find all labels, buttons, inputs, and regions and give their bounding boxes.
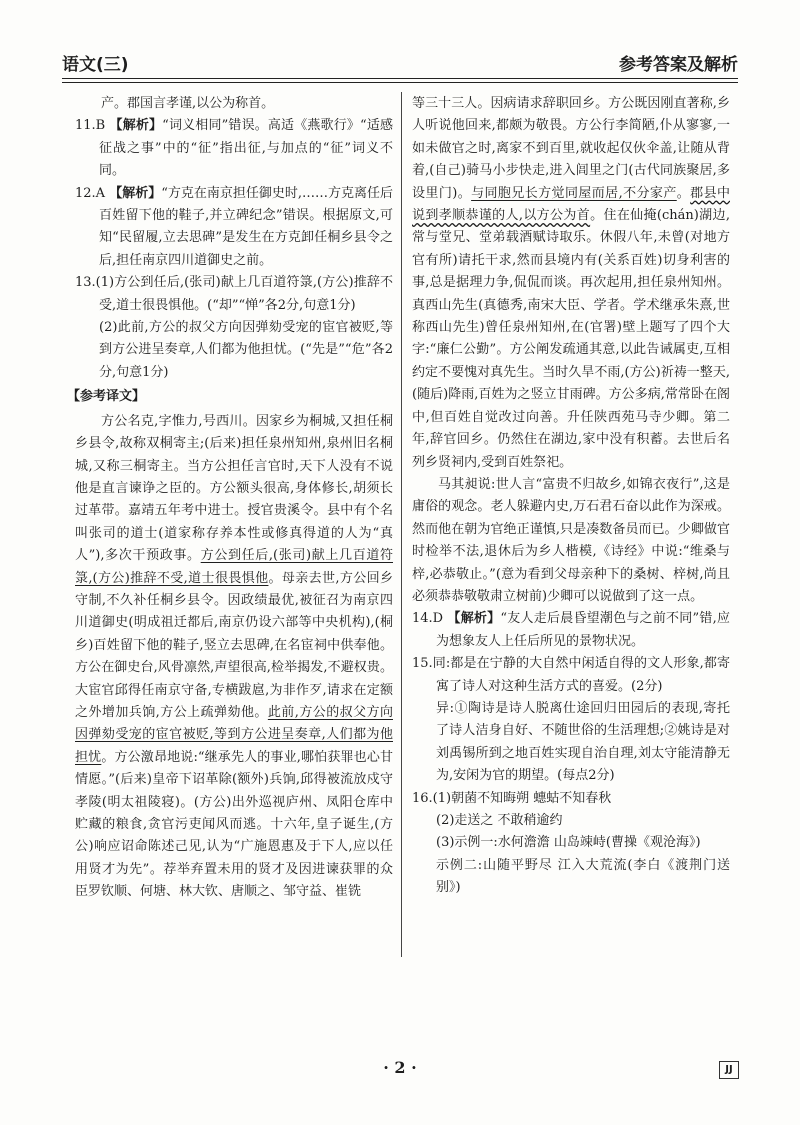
answer-15-same: 15.同:都是在宁静的大自然中闲适自得的文人形象,都寄寓了诗人对这种生活方式的喜爱。(2分) (412, 656, 730, 694)
translation-text: 。母亲去世,方公回乡守制,不久补任桐乡县令。因政绩最优,被征召为南京四川道御史(明成祖迁都后,南京仍设六部等中央机构),(桐乡)百姓留下他的鞋子,竖立去思碑,在名宦祠中供奉他。方公在御史台,风骨凛然,声望很高,检举揭发,不避权贵。大宦官邱得任南京守备,专横跋扈,为非作歹,请求在定额之外增加兵饷,方公上疏弹劾他。 (75, 570, 393, 720)
answer-14 (412, 608, 730, 653)
right-column (412, 93, 730, 900)
analysis-tag: 【解析】 (109, 118, 163, 134)
answer-text: “友人走后晨昏望潮色与之前不同”错,应为想象友人上任后所见的景物状况。 (436, 611, 730, 649)
corner-mark: JJ (719, 1061, 739, 1079)
answer-11 (75, 115, 393, 182)
underlined-sentence-2: 此前,方公的叔父方向因弹劾受宠的宦官被贬,等到方公进呈奏章,人们都为他担忧 (75, 704, 393, 765)
translation-paragraph (75, 411, 393, 904)
answer-16-part1: 16.(1)朝菌不知晦朔 蟪蛄不知春秋 (412, 790, 612, 806)
header-rule-thick (62, 78, 738, 79)
paragraph-continuation: 产。郡国言孝谨,以公为称首。 (101, 96, 275, 111)
underlined-sentence-3: 与同胞兄长方觉同屋而居,不分家产 (471, 185, 677, 201)
answer-12 (75, 183, 393, 273)
translation-text: 。住在仙掩(chán)湖边,常与堂兄、堂弟载酒赋诗取乐。休假八年,未曾(对地方官有所)请托干求,然而县境内有(关系百姓)切身利害的事,总是据理力争,侃侃而谈。再次起用,担任泉州知州。真西山先生(真德秀,南宋大臣、学者。学术继承朱熹,世称西山先生)曾任泉州知州,在(官署)壁上题写了四个大字:“廉仁公勤”。方公阐发疏通其意,以此告诫属吏,互相约定不要愧对真先生。当时久旱不雨,(方公)祈祷一整天,(随后)降雨,百姓为之竖立甘雨碑。方公多病,常常卧在阁中,但百姓自觉改过向善。升任陕西苑马寺少卿。第二年,辞官回乡。仍然住在湖边,家中没有积蓄。去世后名列乡贤祠内,受到百姓祭祀。 (412, 208, 730, 470)
wavy-underlined-sentence: 郡县中说到孝顺恭谨的人,以方公为首 (412, 185, 730, 224)
question-number: 11.B (75, 118, 110, 134)
translation-text: 。 (676, 185, 691, 201)
page-number: · 2 · (383, 1058, 417, 1077)
translation-text: 方公名克,字惟力,号西川。因家乡为桐城,又担任桐乡县令,故称双桐寄主;(后来)担任泉州知州,泉州旧名桐城,又称三桐寄主。当方公担任言官时,天下人没有不说他是直言谏诤之臣的。方公额头很高,身体修长,胡须长过革带。嘉靖五年考中进士。授官贵溪令。县中有个名叫张司的道士(道家称存养本性或修真得道的人为“真人”),多次干预政事。 (75, 413, 393, 564)
header-rule-thin (62, 82, 738, 83)
subject-title: 语文(三) (62, 55, 129, 75)
translation-heading: 【参考译文】 (67, 389, 146, 405)
column-divider (401, 92, 402, 957)
translation-text: 。方公激昂地说:“继承先人的事业,哪怕获罪也心甘情愿。”(后来)皇帝下诏革除(额外)兵饷,邱得被流放戍守孝陵(明太祖陵寝)。(方公)出外巡视庐州、凤阳仓库中贮藏的粮食,贪官污吏闻风而逃。十六年,皇子诞生,(方公)响应诏命陈述己见,认为“广施恩惠及于下人,应以任用贤才为先”。荐举弃置未用的贤才及因进谏获罪的众臣罗钦顺、何塘、林大钦、唐顺之、邹守益、崔铣 (75, 749, 393, 900)
commentary-paragraph: 马其昶说:世人言“富贵不归故乡,如锦衣夜行”,这是庸俗的观念。老人躲避内史,万石君石奋以此作为深戒。然而他在朝为官绝正谨慎,只是凑数备员而已。少卿做官时检举不法,退休后为乡人楷模,《诗经》中说:“维桑与梓,必恭敬止。”(意为看到父母亲种下的桑树、梓树,尚且必须恭恭敬敬肃立树前)少卿可以说做到了这一点。 (412, 476, 730, 604)
answer-13-part2: (2)此前,方公的叔父方向因弹劾受宠的宦官被贬,等到方公进呈奏章,人们都为他担忧。(“先是”“危”各2分,句意1分) (99, 320, 393, 380)
answer-16-part3-alt: 示例二:山随平野尽 江入大荒流(李白《渡荆门送别》) (436, 857, 730, 896)
analysis-tag: 【解析】 (447, 611, 501, 627)
left-column (67, 93, 393, 904)
section-title: 参考答案及解析 (619, 55, 738, 75)
analysis-tag: 【解析】 (109, 185, 162, 201)
answer-16-part3: (3)示例一:水何澹澹 山岛竦峙(曹操《观沧海》) (436, 835, 701, 851)
translation-continuation (412, 93, 730, 474)
answer-13-part1: 13.(1)方公到任后,(张司)献上几百道符箓,(方公)推辞不受,道士很畏惧他。(“却”“惮”各2分,句意1分) (75, 275, 393, 313)
question-number: 12.A (75, 185, 110, 201)
answer-16-part2: (2)走送之 不敢稍逾约 (436, 813, 563, 828)
question-number: 14.D (412, 611, 448, 627)
answer-text: “方克在南京担任御史时,……方克离任后百姓留下他的鞋子,并立碑纪念”错误。根据原文,可知“民留履,立去思碑”是发生在方克卸任桐乡县令之后,担任南京四川道御史之前。 (99, 185, 393, 268)
translation-text: 等三十三人。因病请求辞职回乡。方公既因刚直著称,乡人听说他回来,都颇为敬畏。方公行李简陋,仆从寥寥,一如未做官之时,离家不到百里,就收起仅伙伞盖,让随从背着,(自己)骑马小步快走,进入闾里之门(古代同族聚居,多设里门)。 (412, 96, 730, 201)
answer-15-diff: 异:①陶诗是诗人脱离仕途回归田园后的表现,寄托了诗人洁身自好、不随世俗的生活理想;②姚诗是对刘禹锡所到之地百姓实现自治自理,刘太守能清静无为,安闲为官的期望。(每点2分) (436, 700, 730, 784)
answer-text: “词义相同”错误。高适《燕歌行》“适感征战之事”中的“征”指出征,与加点的“征”词义不同。 (99, 118, 393, 179)
underlined-sentence-1: 方公到任后,(张司)献上几百道符箓,(方公)推辞不受,道士很畏惧他 (75, 548, 393, 586)
